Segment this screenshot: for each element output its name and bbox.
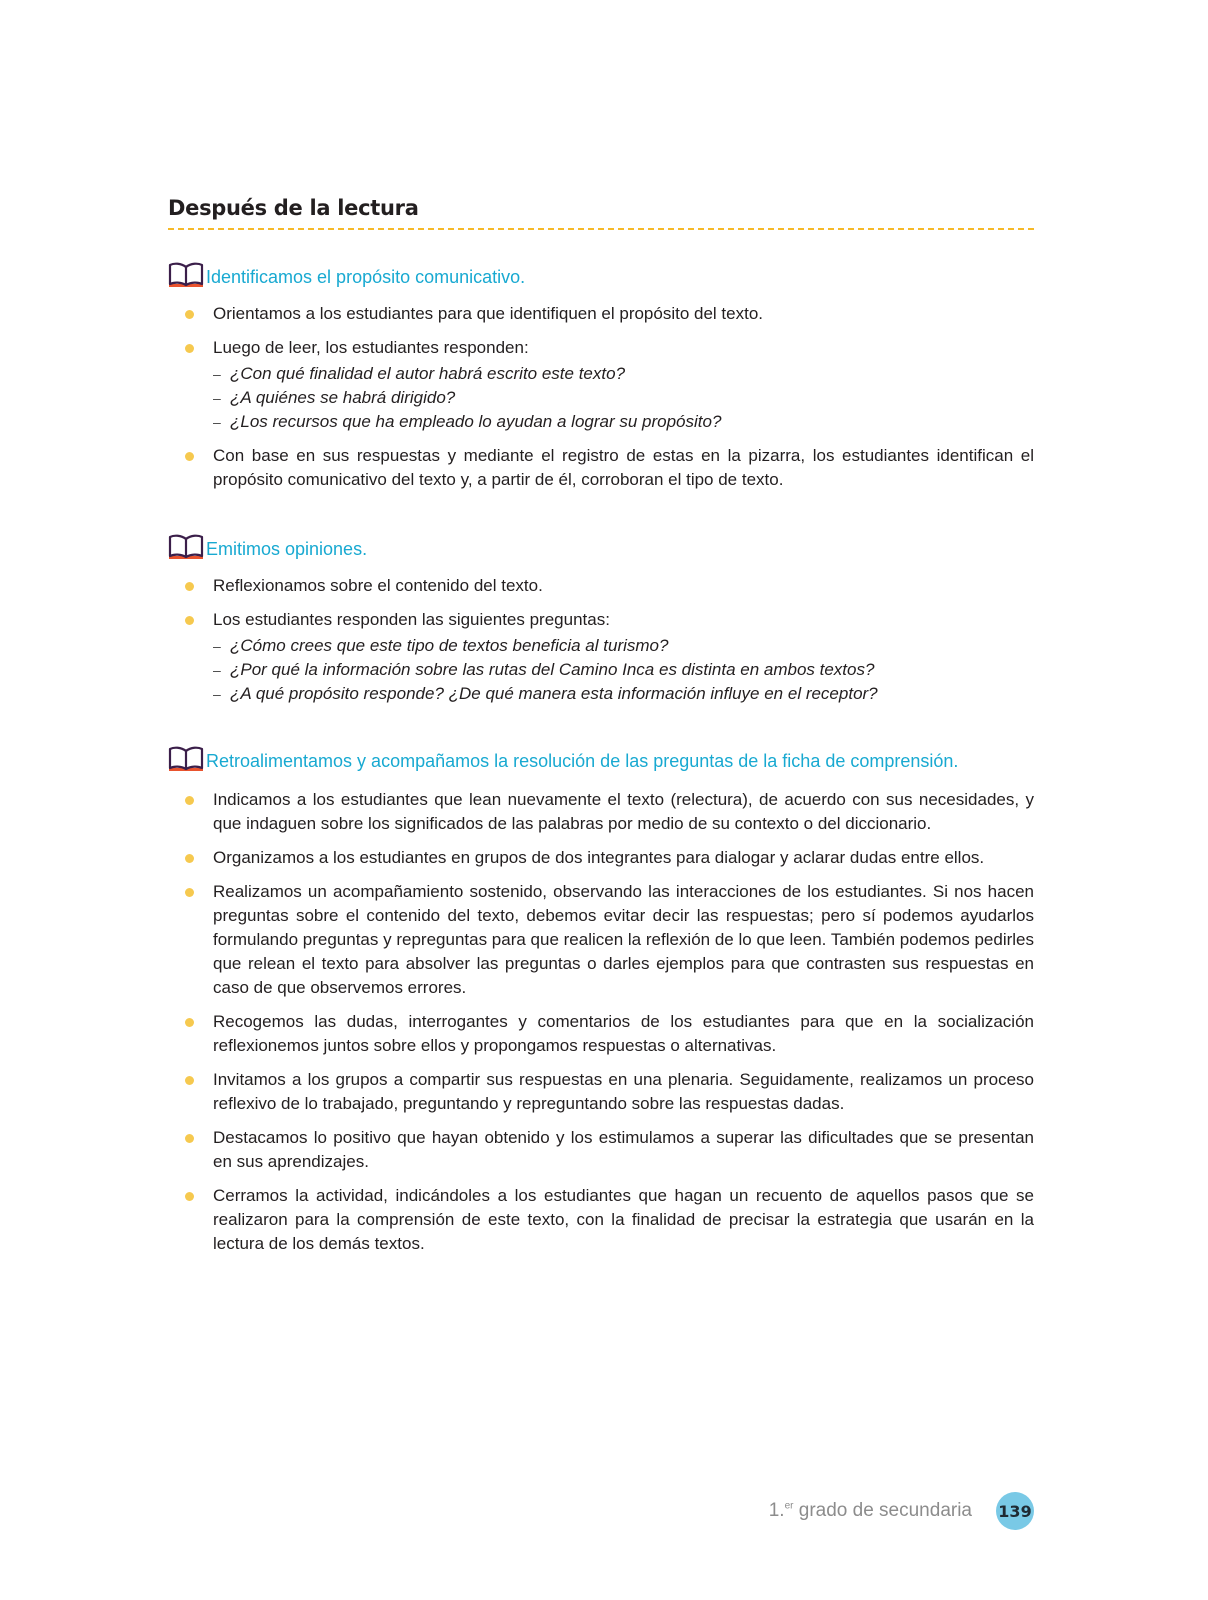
section-header: [168, 258, 1034, 288]
list-item: Luego de leer, los estudiantes responden: – ¿Con qué finalidad el autor habrá escrito este texto? – ¿A quiénes se habrá dirigido? – ¿Los recursos que ha empleado lo ayudan a lograr su propósito?: [168, 336, 1034, 434]
list-item: Reflexionamos sobre el contenido del texto.: [168, 574, 1034, 598]
question-item: – ¿Por qué la información sobre las rutas del Camino Inca es distinta en ambos textos?: [213, 658, 1034, 682]
grade-label: 1.$^{er}$ grado de secundaria: [768, 1500, 972, 1521]
book-icon: [168, 746, 204, 772]
list-item: Los estudiantes responden las siguientes preguntas: – ¿Cómo crees que este tipo de textos beneficia al turismo? – ¿Por qué la información sobre las rutas del Camino Inca es distinta en ambos textos? – ¿A qué propósito responde? ¿De qué manera esta información influye en el receptor?: [168, 608, 1034, 706]
list-item: Con base en sus respuestas y mediante el registro de estas en la pizarra, los estudiantes identifican el propósito comunicativo del texto y, a partir de él, corroboran el tipo de texto.: [168, 444, 1034, 492]
page-title: Después de la lectura: [168, 196, 419, 220]
list-item: Invitamos a los grupos a compartir sus respuestas en una plenaria. Seguidamente, realizamos un proceso reflexivo de lo trabajado, preguntando y repreguntando sobre las respuestas dadas.: [168, 1068, 1034, 1116]
section-title: Retroalimentamos y acompañamos la resolución de las preguntas de la ficha de comprensión.: [206, 751, 959, 771]
section-opiniones: [168, 530, 1034, 716]
list-item: Indicamos a los estudiantes que lean nuevamente el texto (relectura), de acuerdo con sus necesidades, y que indaguen sobre los significados de las palabras por medio de su contexto o del diccionario.: [168, 788, 1034, 836]
question-item: – ¿Los recursos que ha empleado lo ayudan a lograr su propósito?: [213, 410, 1034, 434]
section-title: Identificamos el propósito comunicativo.: [206, 267, 526, 287]
list-item: Orientamos a los estudiantes para que identifiquen el propósito del texto.: [168, 302, 1034, 326]
section-propósito: [168, 258, 1034, 502]
list-item: Destacamos lo positivo que hayan obtenido y los estimulamos a superar las dificultades que se presentan en sus aprendizajes.: [168, 1126, 1034, 1174]
section-header: [168, 742, 1034, 772]
list-item: Cerramos la actividad, indicándoles a los estudiantes que hagan un recuento de aquellos pasos que se realizaron para la comprensión de este texto, con la finalidad de precisar la estrategia que usarán en la lectura de los demás textos.: [168, 1184, 1034, 1256]
section-header: [168, 530, 1034, 560]
heading-divider: [168, 228, 1034, 230]
page-number-badge: 139: [996, 1492, 1034, 1530]
question-list: [213, 634, 1034, 706]
bullet-list: [168, 574, 1034, 706]
book-icon: [168, 534, 204, 560]
question-item: – ¿A quiénes se habrá dirigido?: [213, 386, 1034, 410]
section-title: Emitimos opiniones.: [206, 539, 368, 559]
list-item: Recogemos las dudas, interrogantes y comentarios de los estudiantes para que en la socialización reflexionemos juntos sobre ellos y propongamos respuestas o alternativas.: [168, 1010, 1034, 1058]
bullet-list: [168, 302, 1034, 492]
question-item: – ¿Con qué finalidad el autor habrá escrito este texto?: [213, 362, 1034, 386]
question-item: – ¿A qué propósito responde? ¿De qué manera esta información influye en el receptor?: [213, 682, 1034, 706]
bullet-list: [168, 788, 1034, 1256]
book-icon: [168, 262, 204, 288]
section-retroalimentacion: [168, 742, 1034, 1266]
list-item: Realizamos un acompañamiento sostenido, observando las interacciones de los estudiantes. Si nos hacen preguntas sobre el contenido del texto, debemos evitar decir las respuestas; pero sí podemos ayudarlos formulando preguntas y repreguntas para que realicen la reflexión de lo que leen. También podemos pedirles que relean el texto para absolver las preguntas o darles ejemplos para que contrasten sus respuestas en caso de que observemos errores.: [168, 880, 1034, 1000]
question-item: – ¿Cómo crees que este tipo de textos beneficia al turismo?: [213, 634, 1034, 658]
list-item: Organizamos a los estudiantes en grupos de dos integrantes para dialogar y aclarar dudas entre ellos.: [168, 846, 1034, 870]
question-list: [213, 362, 1034, 434]
